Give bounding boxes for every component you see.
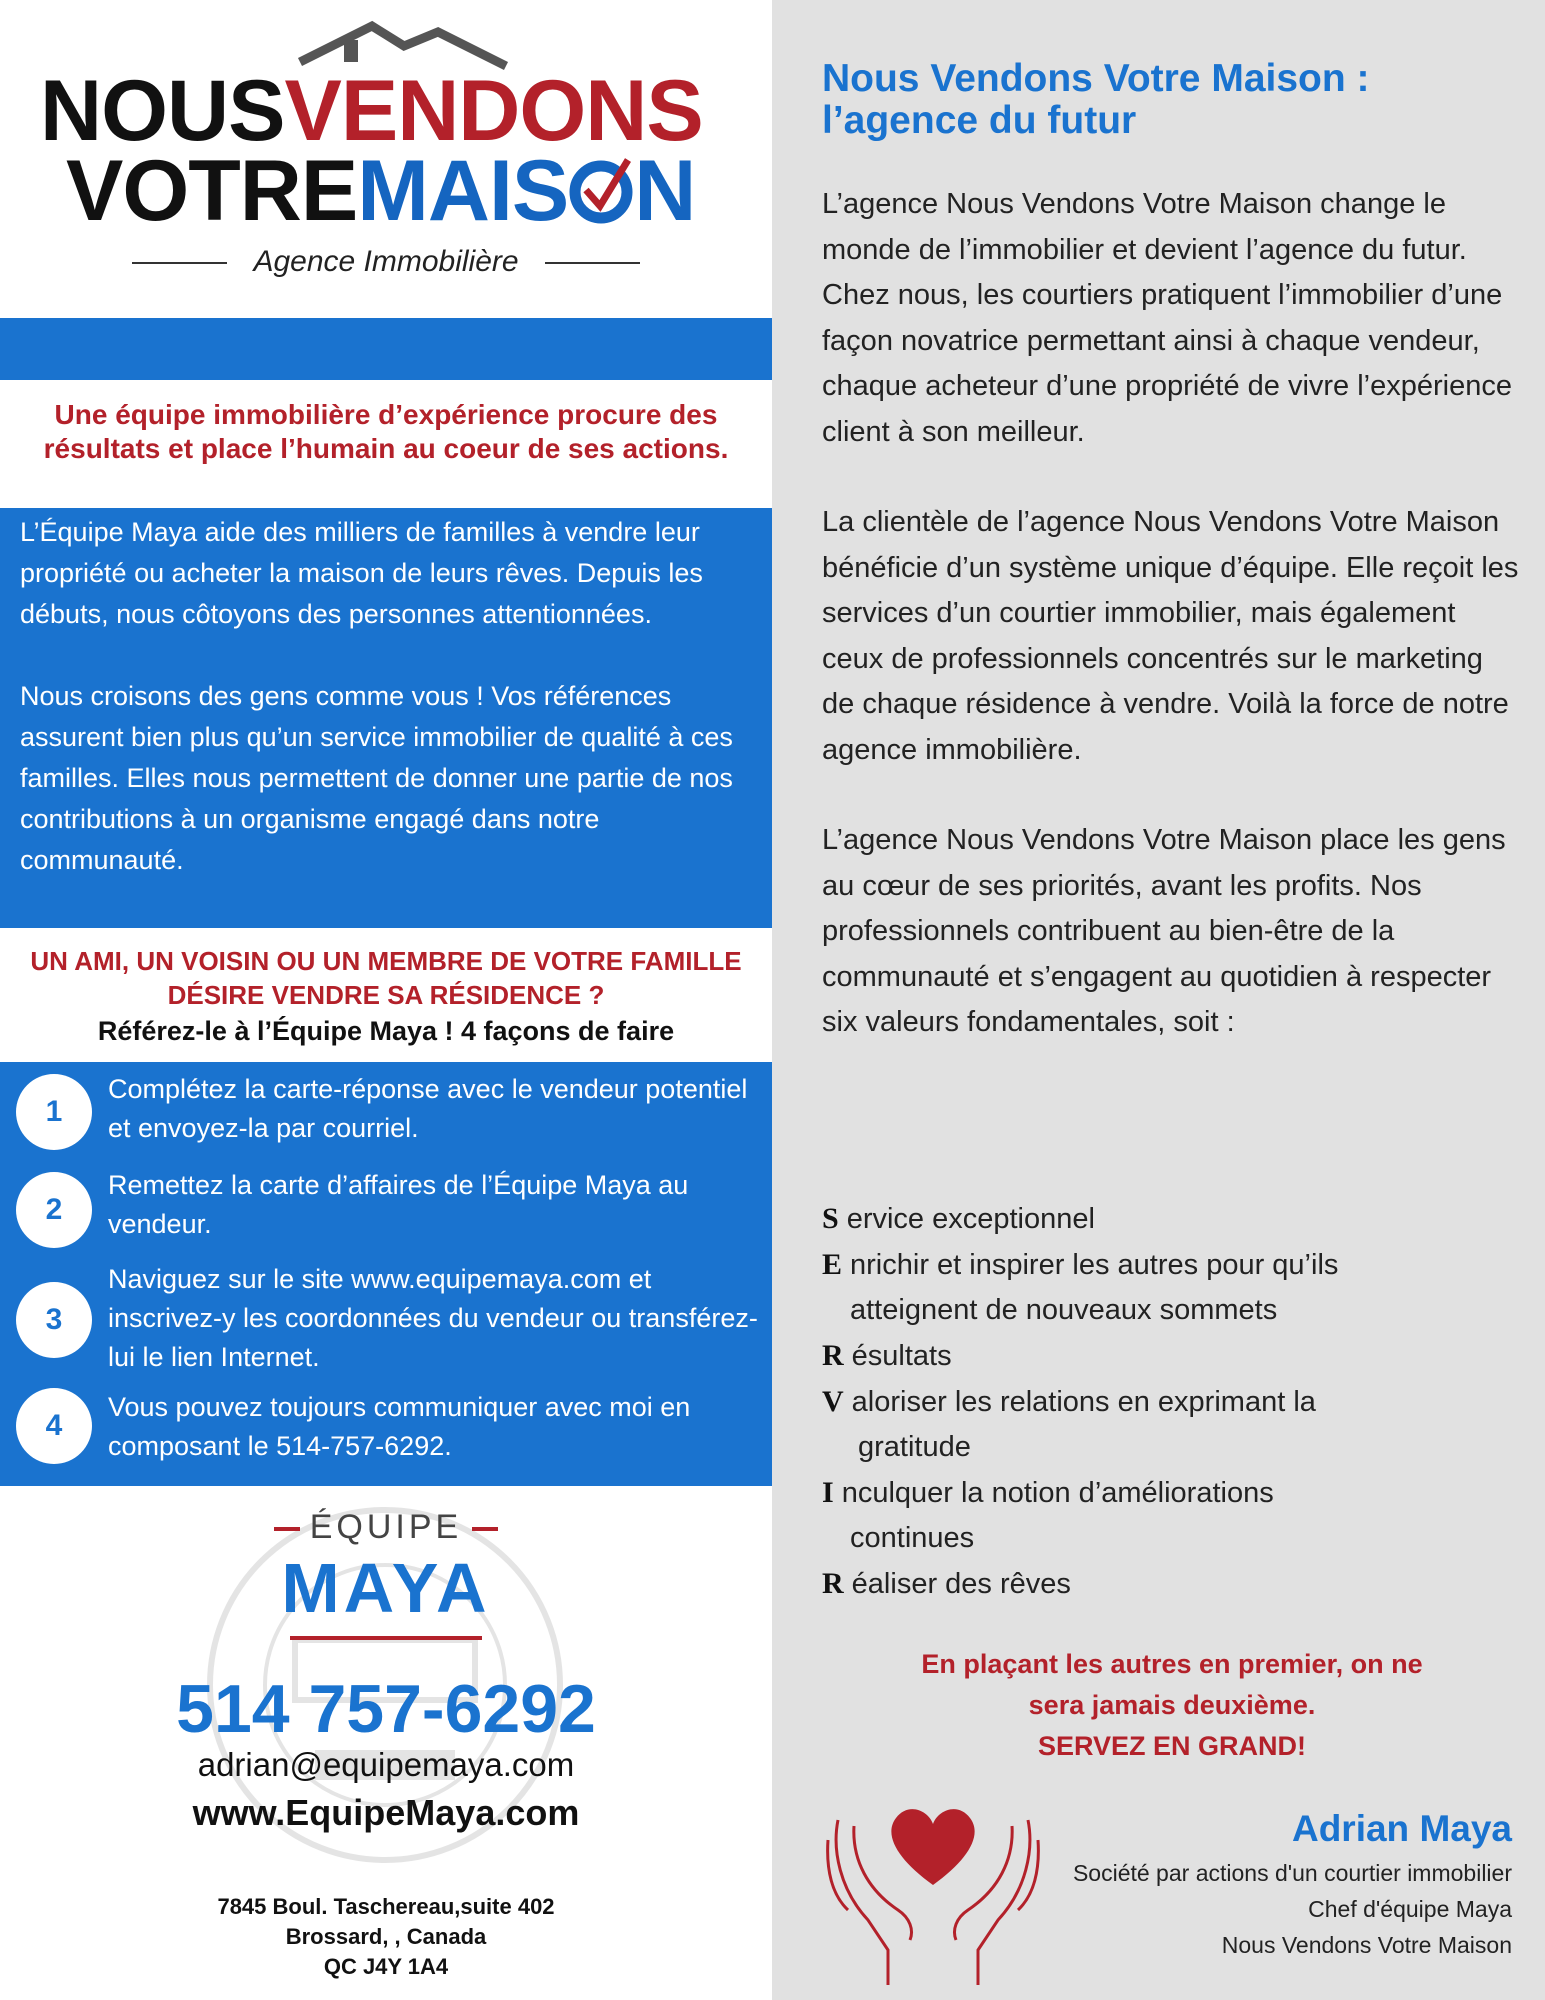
motto-line-2: sera jamais deuxième.	[1028, 1690, 1316, 1720]
referral-heading: UN AMI, UN VOISIN OU UN MEMBRE DE VOTRE FAMILLE DÉSIRE VENDRE SA RÉSIDENCE ?	[30, 946, 742, 1010]
logo-line-1	[40, 63, 703, 159]
tagline: Une équipe immobilière d’expérience procure des résultats et place l’humain au coeur de ses actions.	[43, 399, 729, 464]
value-item-i: I nculquer la notion d’améliorations continues	[822, 1476, 1274, 1554]
email-link[interactable]: adrian@equipemaya.com	[197, 1746, 575, 1783]
logo-subtitle-text: Agence Immobilière	[253, 245, 519, 278]
value-item-v: V aloriser les relations en exprimant la gratitude	[822, 1385, 1316, 1463]
right-paragraph-1: L’agence Nous Vendons Votre Maison change le monde de l’immobilier et devient l’agence du futur. Chez nous, les courtiers pratiquent l’immobilier d’une façon novatrice permettant ainsi à chaque vendeur, chaque acheteur d’une propriété de vivre l’expérience client à son meilleur.	[822, 188, 1512, 448]
step-text-3: Naviguez sur le site www.equipemaya.com et inscrivez-y les coordonnées du vendeur ou transférez-lui le lien Internet.	[108, 1264, 758, 1372]
address	[0, 1892, 772, 1982]
step-number-3: 3	[16, 1282, 92, 1358]
checkmark-o-icon	[568, 154, 634, 226]
website-link[interactable]: www.EquipeMaya.com	[192, 1792, 580, 1833]
blue-band	[0, 318, 772, 380]
right-paragraph-2: La clientèle de l’agence Nous Vendons Votre Maison bénéficie d’un système unique d’équipe. Elle reçoit les services d’un courtier immobilier, mais également ceux de professionnels concentrés sur le marketing de chaque résidence à vendre. Voilà la force de notre agence immobilière.	[822, 506, 1519, 766]
right-title-line-1: Nous Vendons Votre Maison :	[822, 57, 1370, 100]
logo-nous: NOUS	[40, 63, 285, 159]
right-paragraph-3: L’agence Nous Vendons Votre Maison place les gens au cœur de ses priorités, avant les profits. Nos professionnels contribuent au bien-être de la communauté et s’engagent au quotidien à respecter six valeurs fondamentales, soit :	[822, 824, 1506, 1038]
maya-label: MAYA	[281, 1549, 491, 1627]
logo-mais: MAIS	[357, 143, 569, 239]
motto-line-3: SERVEZ EN GRAND!	[1037, 1731, 1307, 1761]
signature-name: Adrian Maya	[1291, 1808, 1512, 1849]
logo-line-2	[66, 143, 696, 239]
maya-underline	[290, 1636, 482, 1640]
motto-line-1: En plaçant les autres en premier, on ne	[921, 1649, 1423, 1679]
signature-line-3: Nous Vendons Votre Maison	[1221, 1932, 1512, 1958]
value-item-s: S ervice exceptionnel	[822, 1202, 1095, 1235]
right-title-line-2: l’agence du futur	[822, 99, 1137, 142]
signature-line-2: Chef d'équipe Maya	[1308, 1896, 1512, 1922]
motto-quote	[822, 1644, 1522, 1767]
phone-number[interactable]: 514 757-6292	[176, 1671, 596, 1747]
step-number-2: 2	[16, 1172, 92, 1248]
step-text-1: Complétez la carte-réponse avec le vendeur potentiel et envoyez-la par courriel.	[108, 1074, 748, 1143]
step-number-4: 4	[16, 1388, 92, 1464]
intro-text	[20, 512, 760, 922]
step-number-1: 1	[16, 1074, 92, 1150]
logo-n: N	[634, 143, 696, 239]
referral-subheading: Référez-le à l’Équipe Maya ! 4 façons de faire	[97, 1016, 675, 1046]
intro-paragraph-1: L’Équipe Maya aide des milliers de familles à vendre leur propriété ou acheter la maison de leurs rêves. Depuis les débuts, nous côtoyons des personnes attentionnées.	[20, 517, 703, 629]
value-item-r: R ésultats	[822, 1339, 952, 1372]
address-line-3: QC J4Y 1A4	[323, 1954, 449, 1979]
intro-paragraph-2: Nous croisons des gens comme vous ! Vos références assurent bien plus qu’un service immobilier de qualité à ces familles. Elles nous permettent de donner une partie de nos contributions à un organisme engagé dans notre communauté.	[20, 681, 733, 875]
step-text-4: Vous pouvez toujours communiquer avec moi en composant le 514-757-6292.	[108, 1392, 691, 1461]
value-item-r2: R éaliser des rêves	[822, 1567, 1071, 1600]
value-item-e: E nrichir et inspirer les autres pour qu’ils atteignent de nouveaux sommets	[822, 1248, 1339, 1326]
logo-vendons: VENDONS	[284, 63, 703, 159]
address-line-1: 7845 Boul. Taschereau,suite 402	[217, 1894, 555, 1919]
right-body	[822, 182, 1522, 1091]
values-list	[822, 1196, 1522, 1607]
right-title	[822, 58, 1522, 142]
logo-subtitle	[0, 245, 772, 279]
heart-hands-icon	[818, 1790, 1048, 1990]
signature-line-1: Société par actions d'un courtier immobilier	[1072, 1860, 1512, 1886]
step-text-2: Remettez la carte d’affaires de l’Équipe Maya au vendeur.	[108, 1170, 689, 1239]
equipe-label-text: ÉQUIPE	[309, 1508, 463, 1546]
address-line-2: Brossard, , Canada	[285, 1924, 487, 1949]
equipe-label	[0, 1508, 772, 1547]
logo-votre: VOTRE	[66, 143, 358, 239]
